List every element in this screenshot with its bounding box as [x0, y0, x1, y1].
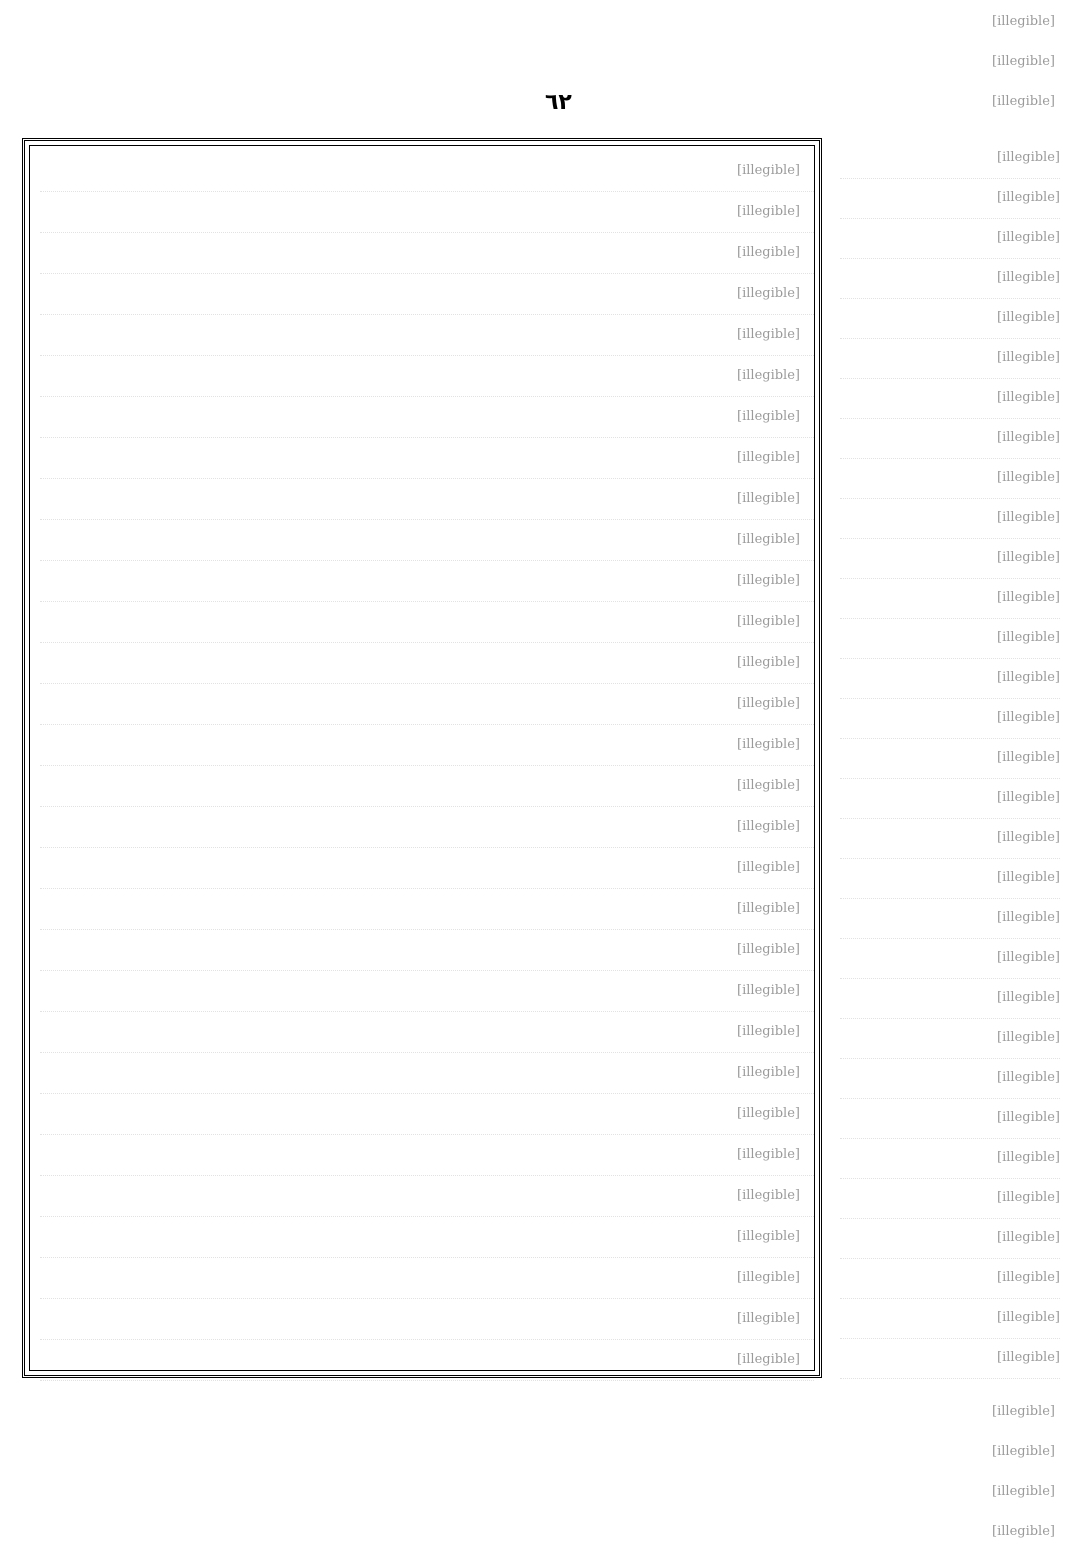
- main-text-line: [illegible]: [40, 1216, 814, 1258]
- margin-text-line: [illegible]: [840, 738, 1060, 779]
- main-text-line: [illegible]: [40, 642, 814, 684]
- main-text-line: [illegible]: [40, 683, 814, 725]
- margin-text-line: [illegible]: [840, 1098, 1060, 1139]
- margin-text-line: [illegible]: [840, 1218, 1060, 1259]
- margin-text-line: [illegible]: [840, 538, 1060, 579]
- main-text-line: [illegible]: [40, 1093, 814, 1135]
- margin-text-line: [illegible]: [840, 938, 1060, 979]
- margin-text-line: [illegible]: [840, 778, 1060, 819]
- page-number: ٦٢: [545, 90, 572, 115]
- margin-text-line: [illegible]: [840, 698, 1060, 739]
- main-text-line: [illegible]: [40, 1175, 814, 1217]
- margin-text-line: [illegible]: [840, 298, 1060, 339]
- main-text-line: [illegible]: [40, 929, 814, 971]
- margin-text-line: [illegible]: [840, 1298, 1060, 1339]
- main-text-line: [illegible]: [40, 1052, 814, 1094]
- margin-text-line: [illegible]: [840, 618, 1060, 659]
- main-text-line: [illegible]: [40, 478, 814, 520]
- margin-text-line: [illegible]: [840, 578, 1060, 619]
- main-text-line: [illegible]: [40, 765, 814, 807]
- footer-text-line: [illegible]: [992, 1444, 1055, 1459]
- margin-text-line: [illegible]: [840, 1258, 1060, 1299]
- main-text-line: [illegible]: [40, 191, 814, 233]
- header-text-line: [illegible]: [992, 14, 1055, 29]
- main-text-line: [illegible]: [40, 273, 814, 315]
- margin-text-line: [illegible]: [840, 178, 1060, 219]
- main-text-line: [illegible]: [40, 314, 814, 356]
- margin-text-line: [illegible]: [840, 858, 1060, 899]
- margin-text-line: [illegible]: [840, 418, 1060, 459]
- footer-text-line: [illegible]: [992, 1524, 1055, 1539]
- margin-text-line: [illegible]: [840, 258, 1060, 299]
- footer-text-line: [illegible]: [992, 1484, 1055, 1499]
- main-text-line: [illegible]: [40, 724, 814, 766]
- margin-text-line: [illegible]: [840, 978, 1060, 1019]
- margin-text-line: [illegible]: [840, 1338, 1060, 1379]
- footer-text-line: [illegible]: [992, 1404, 1055, 1419]
- header-text-line: [illegible]: [992, 94, 1055, 109]
- main-text-line: [illegible]: [40, 806, 814, 848]
- margin-text-line: [illegible]: [840, 658, 1060, 699]
- main-text-line: [illegible]: [40, 1134, 814, 1176]
- margin-text-line: [illegible]: [840, 458, 1060, 499]
- main-text-line: [illegible]: [40, 232, 814, 274]
- margin-text-line: [illegible]: [840, 818, 1060, 859]
- main-text-line: [illegible]: [40, 560, 814, 602]
- main-text-line: [illegible]: [40, 888, 814, 930]
- main-text-line: [illegible]: [40, 519, 814, 561]
- margin-text-line: [illegible]: [840, 378, 1060, 419]
- margin-text-line: [illegible]: [840, 218, 1060, 259]
- main-text-body: [29, 145, 815, 1371]
- main-text-line: [illegible]: [40, 847, 814, 889]
- main-text-line: [illegible]: [40, 396, 814, 438]
- main-text-line: [illegible]: [40, 1257, 814, 1299]
- main-text-line: [illegible]: [40, 1298, 814, 1340]
- margin-text-line: [illegible]: [840, 498, 1060, 539]
- main-text-line: [illegible]: [40, 970, 814, 1012]
- margin-text-line: [illegible]: [840, 898, 1060, 939]
- main-text-line: [illegible]: [40, 601, 814, 643]
- main-text-line: [illegible]: [40, 437, 814, 479]
- main-text-line: [illegible]: [40, 150, 814, 192]
- margin-text-line: [illegible]: [840, 1138, 1060, 1179]
- margin-text-line: [illegible]: [840, 338, 1060, 379]
- margin-text-line: [illegible]: [840, 138, 1060, 179]
- main-text-line: [illegible]: [40, 355, 814, 397]
- main-text-frame: [22, 138, 822, 1378]
- margin-commentary: [832, 138, 1060, 1378]
- header-text-line: [illegible]: [992, 54, 1055, 69]
- margin-text-line: [illegible]: [840, 1058, 1060, 1099]
- main-text-line: [illegible]: [40, 1339, 814, 1381]
- margin-text-line: [illegible]: [840, 1018, 1060, 1059]
- margin-text-line: [illegible]: [840, 1178, 1060, 1219]
- main-text-line: [illegible]: [40, 1011, 814, 1053]
